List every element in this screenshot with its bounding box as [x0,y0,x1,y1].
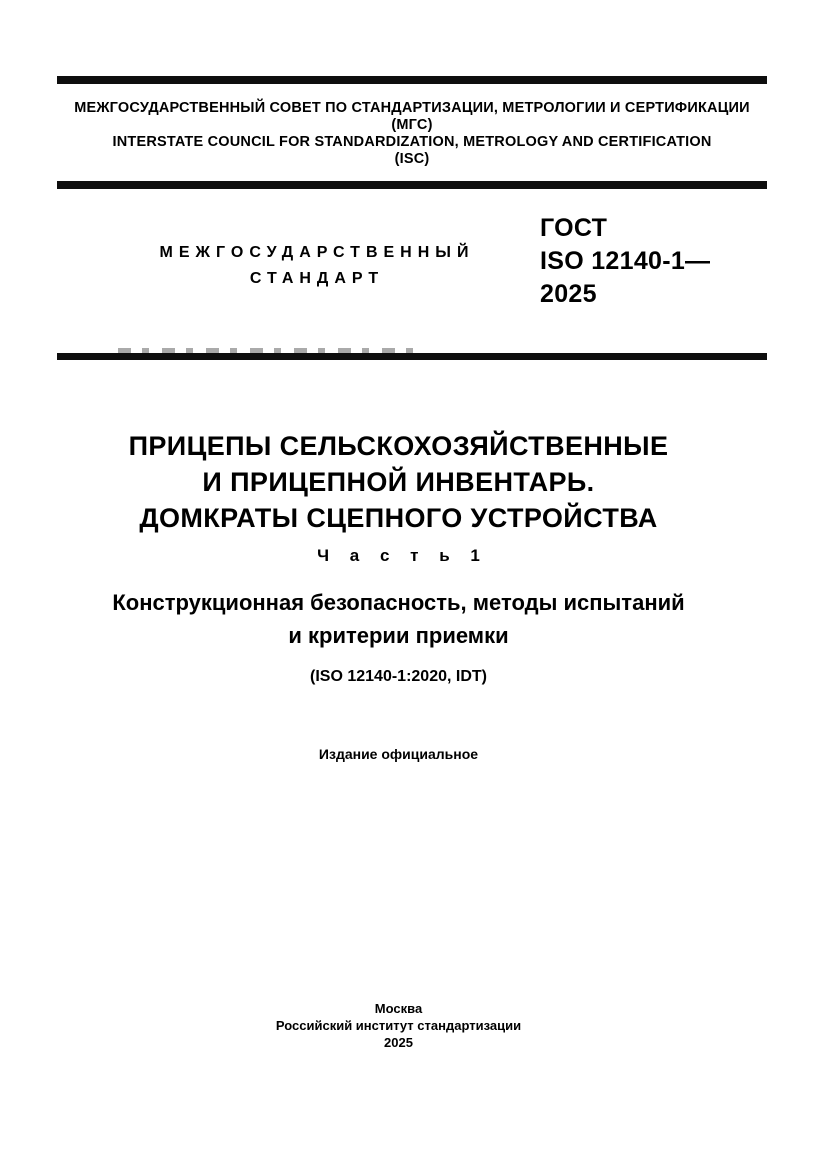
middle-rule [57,181,767,189]
standard-kind-line2: СТАНДАРТ [249,270,385,287]
standard-kind-label [57,240,577,292]
subtitle-line2: и критерии приемки [288,623,509,648]
iso-reference: (ISO 12140-1:2020, IDT) [310,668,487,685]
designation-code-line1: ГОСТ [540,214,608,242]
lower-rule [57,353,767,360]
edition-note: Издание официальное [318,746,479,762]
council-header [57,100,767,168]
standard-subtitle [57,586,740,652]
council-abbr-ru: (МГС) [391,117,433,133]
council-abbr-en: (ISC) [394,151,430,167]
designation-code-line2: ISO 12140-1— [540,247,711,275]
title-line3: ДОМКРАТЫ СЦЕПНОГО УСТРОЙСТВА [139,503,658,533]
title-line1: ПРИЦЕПЫ СЕЛЬСКОХОЗЯЙСТВЕННЫЕ [128,431,669,461]
imprint-year: 2025 [384,1035,413,1050]
title-line2: И ПРИЦЕПНОЙ ИНВЕНТАРЬ. [202,467,595,497]
council-name-en: INTERSTATE COUNCIL FOR STANDARDIZATION, METROLOGY AND CERTIFICATION [112,134,712,150]
part-label: Ч а с т ь 1 [317,546,488,565]
imprint-publisher: Российский институт стандартизации [275,1018,522,1033]
imprint-block [57,1000,740,1051]
standard-designation [540,212,710,311]
standard-kind-line1: МЕЖГОСУДАРСТВЕННЫЙ [159,244,475,261]
subtitle-line1: Конструкционная безопасность, методы испытаний [112,590,685,615]
council-name-ru: МЕЖГОСУДАРСТВЕННЫЙ СОВЕТ ПО СТАНДАРТИЗАЦИИ, МЕТРОЛОГИИ И СЕРТИФИКАЦИИ [74,100,750,116]
designation-code-line3: 2025 [540,280,597,308]
standard-title [57,428,740,536]
imprint-city: Москва [374,1001,423,1016]
top-rule [57,76,767,84]
